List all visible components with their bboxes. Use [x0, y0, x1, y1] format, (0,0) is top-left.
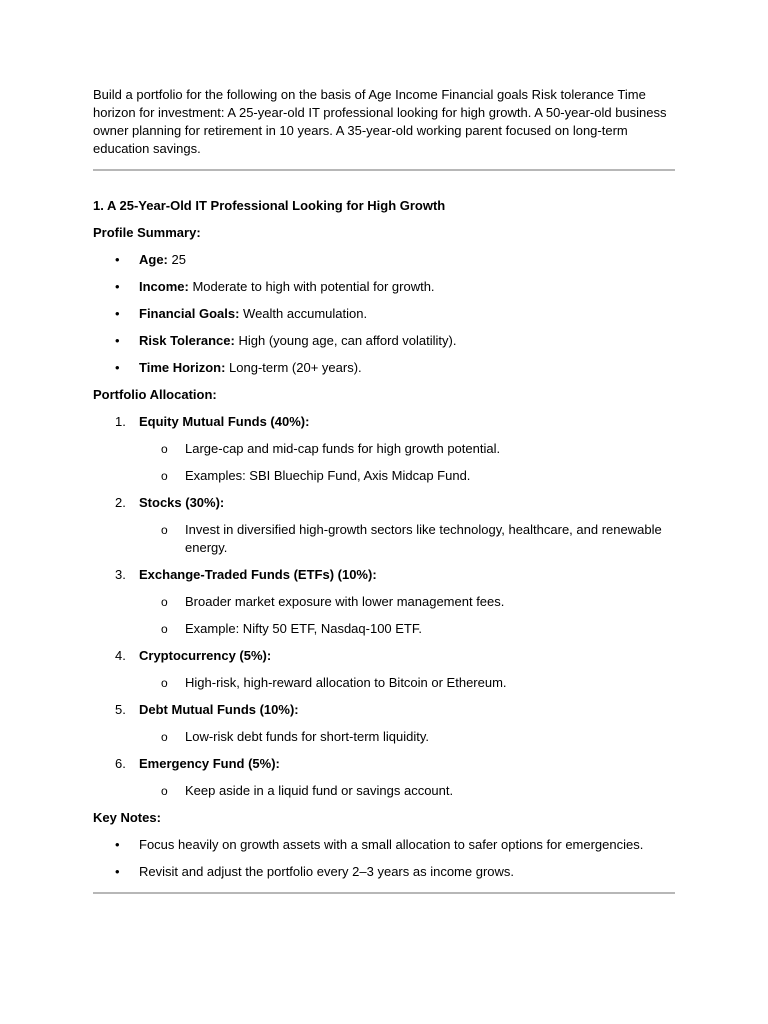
sub-marker: o: [161, 676, 168, 690]
sub-item-text: Low-risk debt funds for short-term liquidity.: [185, 729, 429, 744]
profile-value: Long-term (20+ years).: [225, 360, 362, 375]
allocation-item-debt-mutual-funds: [93, 701, 675, 746]
document-page: [93, 86, 675, 894]
sub-item-text: High-risk, high-reward allocation to Bitcoin or Ethereum.: [185, 675, 507, 690]
sub-item-text: Example: Nifty 50 ETF, Nasdaq-100 ETF.: [185, 621, 422, 636]
allocation-title: Debt Mutual Funds (10%):: [139, 702, 299, 717]
bullet-marker: •: [115, 333, 120, 348]
allocation-title: Cryptocurrency (5%):: [139, 648, 272, 663]
bullet-marker: •: [115, 837, 120, 852]
list-number: 2.: [115, 495, 126, 510]
horizontal-rule-top: [93, 169, 675, 171]
sub-marker: o: [161, 595, 168, 609]
list-number: 5.: [115, 702, 126, 717]
note-item: [93, 863, 675, 881]
sub-item: [93, 782, 675, 800]
profile-label: Income:: [139, 279, 189, 294]
list-number: 3.: [115, 567, 126, 582]
key-notes-list: [93, 836, 675, 881]
profile-item-income: [93, 278, 675, 296]
allocation-sublist: [93, 440, 675, 485]
profile-label: Risk Tolerance:: [139, 333, 235, 348]
list-number: 1.: [115, 414, 126, 429]
sub-marker: o: [161, 730, 168, 744]
profile-value: High (young age, can afford volatility).: [234, 333, 457, 348]
sub-item: [93, 620, 675, 638]
bullet-marker: •: [115, 252, 120, 267]
profile-summary-heading: Profile Summary:: [93, 225, 201, 240]
sub-item: [93, 728, 675, 746]
sub-item-text: Invest in diversified high-growth sectors like technology, healthcare, and renewable energy.: [185, 522, 662, 555]
intro-paragraph: Build a portfolio for the following on the basis of Age Income Financial goals Risk tolerance Time horizon for investment: A 25-year-old IT professional looking for high growth. A 50-year-old business owner planning for retirement in 10 years. A 35-year-old working parent focused on long-term education savings.: [93, 87, 667, 156]
sub-item: [93, 593, 675, 611]
sub-item-text: Keep aside in a liquid fund or savings account.: [185, 783, 454, 798]
key-notes-heading: Key Notes:: [93, 810, 161, 825]
note-text: Revisit and adjust the portfolio every 2–3 years as income grows.: [139, 864, 515, 879]
allocation-sublist: [93, 782, 675, 800]
bullet-marker: •: [115, 279, 120, 294]
profile-label: Time Horizon:: [139, 360, 226, 375]
profile-item-risk-tolerance: [93, 332, 675, 350]
allocation-title: Stocks (30%):: [139, 495, 225, 510]
sub-marker: o: [161, 622, 168, 636]
allocation-list: [93, 413, 675, 800]
allocation-title: Equity Mutual Funds (40%):: [139, 414, 310, 429]
profile-item-financial-goals: [93, 305, 675, 323]
sub-item: [93, 467, 675, 485]
portfolio-allocation-heading: Portfolio Allocation:: [93, 387, 217, 402]
allocation-item-equity-mutual-funds: [93, 413, 675, 485]
allocation-sublist: [93, 674, 675, 692]
sub-item-text: Large-cap and mid-cap funds for high growth potential.: [185, 441, 501, 456]
sub-marker: o: [161, 784, 168, 798]
profile-item-time-horizon: [93, 359, 675, 377]
sub-marker: o: [161, 469, 168, 483]
sub-item: [93, 674, 675, 692]
allocation-item-etfs: [93, 566, 675, 638]
allocation-item-stocks: [93, 494, 675, 557]
allocation-sublist: [93, 728, 675, 746]
allocation-item-cryptocurrency: [93, 647, 675, 692]
allocation-title: Emergency Fund (5%):: [139, 756, 280, 771]
sub-item-text: Broader market exposure with lower management fees.: [185, 594, 505, 609]
section-title: 1. A 25-Year-Old IT Professional Looking for High Growth: [93, 198, 446, 213]
sub-item-text: Examples: SBI Bluechip Fund, Axis Midcap Fund.: [185, 468, 471, 483]
list-number: 4.: [115, 648, 126, 663]
profile-value: Moderate to high with potential for growth.: [188, 279, 435, 294]
allocation-sublist: [93, 593, 675, 638]
profile-value: 25: [167, 252, 186, 267]
profile-item-age: [93, 251, 675, 269]
note-text: Focus heavily on growth assets with a small allocation to safer options for emergencies.: [139, 837, 644, 852]
bullet-marker: •: [115, 864, 120, 879]
sub-marker: o: [161, 442, 168, 456]
horizontal-rule-bottom: [93, 892, 675, 894]
bullet-marker: •: [115, 306, 120, 321]
note-item: [93, 836, 675, 854]
sub-marker: o: [161, 523, 168, 537]
sub-item: [93, 440, 675, 458]
allocation-item-emergency-fund: [93, 755, 675, 800]
profile-value: Wealth accumulation.: [239, 306, 368, 321]
list-number: 6.: [115, 756, 126, 771]
sub-item: [93, 521, 675, 557]
profile-label: Financial Goals:: [139, 306, 240, 321]
profile-summary-list: [93, 251, 675, 377]
allocation-title: Exchange-Traded Funds (ETFs) (10%):: [139, 567, 377, 582]
bullet-marker: •: [115, 360, 120, 375]
allocation-sublist: [93, 521, 675, 557]
profile-label: Age:: [139, 252, 168, 267]
